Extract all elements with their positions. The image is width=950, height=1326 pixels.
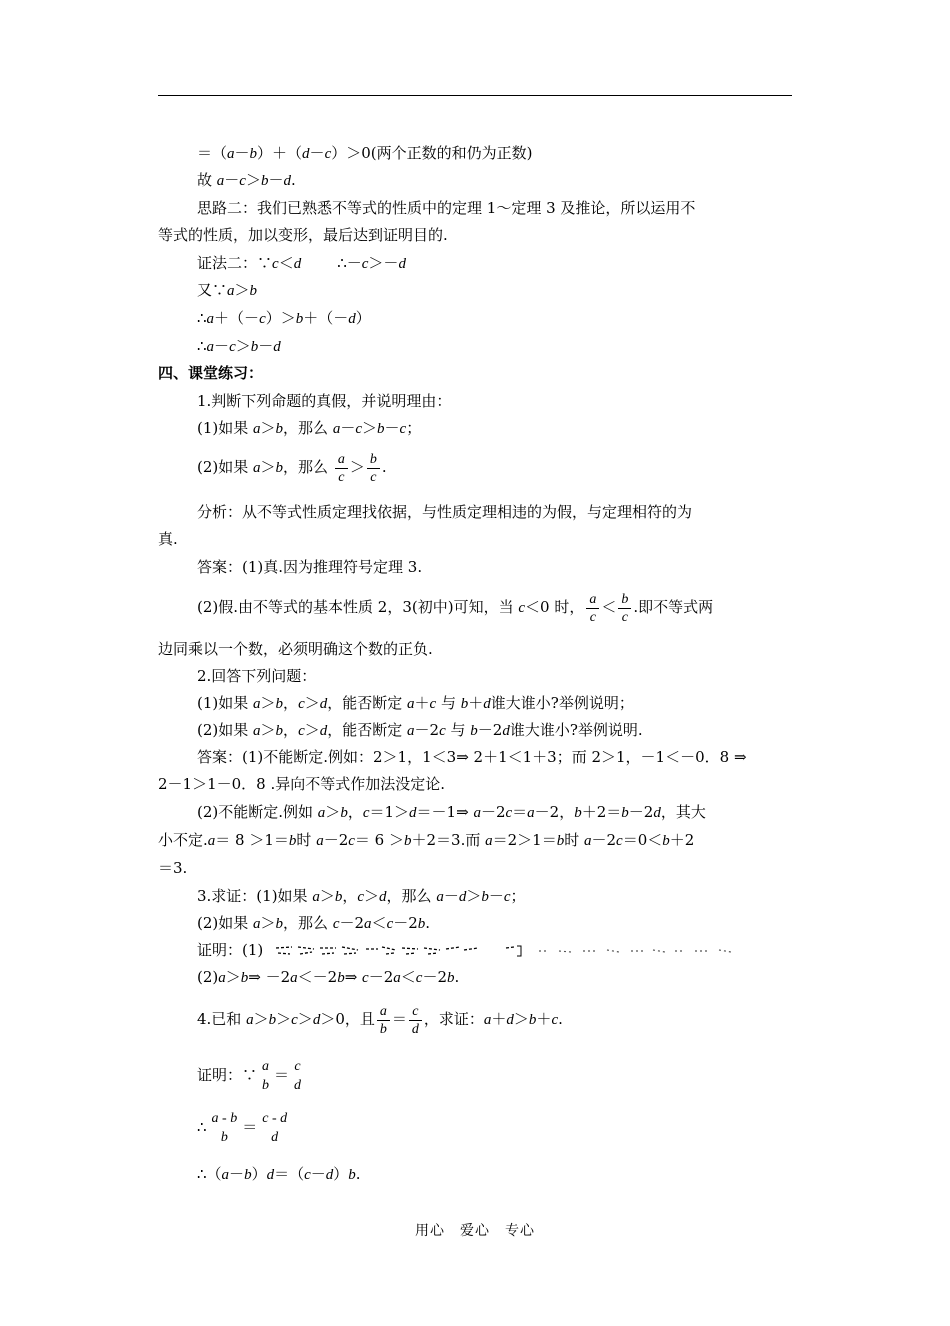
var: a [527, 805, 535, 821]
text: ⇒ －2 [248, 968, 291, 986]
page-footer: 用心 爱心 专心 [415, 1223, 535, 1239]
var: b [662, 833, 670, 849]
text: . [558, 1010, 563, 1028]
text: ＝－1⇒ [416, 803, 474, 821]
text: (2)如果 [197, 458, 254, 476]
proof-two-line-4 [197, 336, 281, 357]
text: 小不定. [158, 831, 208, 849]
question-1-part-1 [197, 418, 421, 439]
text: ＞ [225, 968, 241, 986]
var: a [473, 805, 481, 821]
var: b [417, 916, 426, 932]
garbled-formula-image [274, 944, 524, 958]
question-2-part-1 [197, 693, 634, 714]
text: ； [406, 419, 422, 437]
text: 故 [197, 171, 217, 189]
var: a [206, 311, 215, 327]
text: ∴ [197, 1118, 207, 1136]
idea-two-line-2: 等式的性质，加以变形，最后达到证明目的. [158, 226, 448, 244]
var: b [275, 696, 284, 712]
var: c [361, 256, 369, 272]
var: c [272, 256, 279, 272]
var: d [483, 696, 491, 712]
text: (2)如果 [197, 721, 254, 739]
var: b [275, 723, 284, 739]
text: 谁大谁小?举例说明. [509, 721, 643, 739]
text: . [454, 968, 460, 986]
text: ＝1＞ [369, 803, 410, 821]
text: ＝2＞1＝ [492, 831, 557, 849]
var: a [207, 833, 216, 849]
text: ＞ [234, 281, 250, 299]
var: b [340, 805, 348, 821]
var: c [304, 1167, 311, 1183]
text: ∴ [197, 337, 207, 355]
text: ，那么 [283, 419, 333, 437]
denominator: c [621, 609, 628, 625]
text: －2 [339, 914, 365, 932]
text: ＞ [364, 887, 380, 905]
text: ， [342, 887, 358, 905]
var: c [332, 916, 340, 932]
var: b [460, 696, 469, 712]
text: 与 [436, 694, 461, 712]
text: ，那么 [386, 887, 437, 905]
text: － [384, 419, 400, 437]
var: d [325, 1167, 334, 1183]
var: a [332, 421, 341, 437]
answer-2-2: 2－1＞1－0．8 .异向不等式作加法没定论. [158, 775, 446, 793]
text: ＜ [371, 914, 387, 932]
var: a [253, 723, 261, 739]
text: (2)假.由不等式的基本性质 2，3(初中)可知，当 [197, 598, 519, 616]
var: a [253, 421, 261, 437]
text: . [291, 171, 296, 189]
header-rule [158, 95, 792, 96]
var: c [362, 970, 369, 986]
var: a [407, 723, 415, 739]
text: ） [251, 1165, 267, 1183]
var: d [348, 311, 356, 327]
text: ＋ [536, 1010, 552, 1028]
text: ＞ [297, 1010, 313, 1028]
denominator: b [379, 1021, 387, 1037]
var: d [319, 696, 328, 712]
text: ＝0＜ [622, 831, 663, 849]
var: d [458, 889, 467, 905]
text: － [443, 887, 459, 905]
text: ＋2＝ [581, 803, 622, 821]
text: －2 [414, 721, 440, 739]
fraction-c-over-d [291, 1058, 304, 1094]
text: ）＋（ [257, 144, 303, 162]
denominator: d [411, 1021, 419, 1037]
proof-two-line-2 [197, 280, 257, 301]
var: b [574, 805, 582, 821]
fraction-a-over-b [377, 1003, 390, 1038]
question-3-part-2 [197, 913, 430, 934]
var: c [291, 1012, 298, 1028]
text: ＞ [362, 419, 378, 437]
text: ＞－ [368, 254, 399, 272]
var: b [337, 970, 345, 986]
var: c [439, 723, 446, 739]
var: d [398, 256, 406, 272]
text: ＝ [274, 1066, 290, 1084]
text: 证明：(1) [197, 941, 264, 959]
text: ）＞ [265, 309, 296, 327]
numerator: c - d [262, 1111, 288, 1126]
var: a [393, 970, 401, 986]
text: . [425, 914, 431, 932]
text: ＋（－ [214, 309, 260, 327]
question-1: 1.判断下列命题的真假，并说明理由： [197, 392, 452, 410]
var: c [324, 146, 332, 162]
text: 与 [445, 721, 471, 739]
text: ）＞0(两个正数的和仍为正数) [331, 144, 533, 162]
var: b [404, 833, 412, 849]
text: ＞ [260, 694, 276, 712]
var: b [377, 421, 385, 437]
var: a [584, 833, 592, 849]
var: c [386, 916, 394, 932]
section-heading-4: 四、课堂练习： [158, 364, 264, 382]
text: ） [333, 1165, 349, 1183]
text: ， [347, 803, 363, 821]
proof-4-step-1 [197, 1056, 306, 1094]
text: ⇒ [344, 968, 363, 986]
var: d [273, 339, 281, 355]
var: b [244, 1167, 252, 1183]
text: (2) [197, 968, 219, 986]
fraction-a-over-c [586, 591, 599, 626]
var: d [319, 723, 328, 739]
fraction-a-over-b [259, 1058, 272, 1094]
text: ，其大 [660, 803, 706, 821]
denominator: c [338, 469, 345, 485]
var: a [227, 283, 235, 299]
var: d [312, 1012, 321, 1028]
text: 3.求证：(1)如果 [197, 887, 313, 905]
var: b [249, 146, 258, 162]
var: a [206, 339, 215, 355]
text: ＞ [260, 458, 276, 476]
var: b [275, 916, 284, 932]
fraction-b-over-c [367, 451, 380, 486]
var: c [355, 421, 363, 437]
text: ，求证： [423, 1010, 484, 1028]
var: b [621, 805, 629, 821]
text: － [268, 171, 284, 189]
numerator: c [409, 1003, 422, 1021]
text: ＜ [278, 254, 294, 272]
text: ＞ [349, 458, 365, 476]
text: －2， [534, 803, 575, 821]
proof-line-2 [197, 170, 296, 191]
text: － [488, 887, 504, 905]
text: 证法二：∵ [197, 254, 273, 272]
numerator: a [377, 1003, 390, 1021]
question-2: 2.回答下列问题： [197, 667, 317, 685]
var: b [250, 339, 259, 355]
question-3 [197, 886, 526, 907]
text: ＋（－ [303, 309, 349, 327]
var: c [551, 1012, 559, 1028]
denominator: d [271, 1130, 279, 1145]
var: b [268, 1012, 277, 1028]
var: a [364, 916, 372, 932]
text: － [224, 171, 240, 189]
text: － [234, 144, 250, 162]
answer-2-5: ＝3. [158, 859, 188, 877]
var: b [447, 970, 455, 986]
var: d [379, 889, 387, 905]
numerator: b [367, 451, 380, 469]
text: ＝ 6 ＞ [354, 831, 404, 849]
answer-1-1: 答案：(1)真.因为推理符号定理 3. [197, 558, 423, 576]
var: a [216, 173, 225, 189]
var: c [505, 805, 513, 821]
text: ， [283, 721, 299, 739]
var: a [317, 805, 326, 821]
numerator: a [335, 451, 348, 469]
fraction-a-minus-b-over-b [209, 1110, 241, 1146]
text: －2 [422, 968, 447, 986]
text: ＞0，且 [320, 1010, 375, 1028]
answer-1-2 [197, 588, 713, 627]
question-1-part-2 [197, 448, 387, 487]
var: d [293, 256, 302, 272]
var: b [275, 460, 284, 476]
var: c [429, 696, 437, 712]
text: ＞ [325, 803, 341, 821]
text: ＞ [513, 1010, 529, 1028]
var: a [253, 696, 261, 712]
var: d [506, 1012, 514, 1028]
text: ＋ [468, 694, 484, 712]
var: c [298, 696, 305, 712]
numerator: c [294, 1059, 301, 1074]
fraction-a-over-c [335, 451, 348, 486]
question-4 [197, 1000, 563, 1039]
var: c [259, 311, 266, 327]
var: a [483, 1012, 492, 1028]
text: ＝ [512, 803, 528, 821]
proof-two-line-3 [197, 308, 371, 329]
var: a [218, 970, 226, 986]
var: a [316, 833, 324, 849]
question-2-part-2 [197, 720, 643, 741]
text: ＜0 时， [525, 598, 585, 616]
text: －2 [477, 721, 503, 739]
fraction-c-minus-d-over-d [259, 1110, 290, 1146]
text: ＋2＝3.而 [411, 831, 486, 849]
var: a [485, 833, 493, 849]
text: ∴－ [337, 254, 362, 272]
text: ，那么 [283, 458, 329, 476]
answer-1-3: 边同乘以一个数，必须明确这个数的正负. [158, 640, 433, 658]
text: (2)不能断定.例如 [197, 803, 318, 821]
var: c [503, 889, 511, 905]
var: c [229, 339, 236, 355]
text: －2 [591, 831, 617, 849]
text: 又∵ [197, 281, 228, 299]
text: (2)如果 [197, 914, 254, 932]
garbled-formula-image-2 [535, 944, 735, 958]
text: － [229, 1165, 245, 1183]
text: ，能否断定 [327, 721, 408, 739]
text: － [258, 337, 274, 355]
text: 时 [564, 831, 584, 849]
text: (1)如果 [197, 694, 254, 712]
var: c [239, 173, 246, 189]
text: － [309, 144, 325, 162]
answer-2-3 [197, 802, 706, 823]
var: c [298, 723, 305, 739]
analysis-line-2: 真. [158, 530, 178, 548]
text: ，那么 [283, 914, 333, 932]
denominator: b [262, 1078, 270, 1093]
text: ＞ [260, 721, 276, 739]
text: ＜ [400, 968, 416, 986]
text: ； [510, 887, 526, 905]
answer-2-4 [158, 830, 694, 851]
text: ＞ [276, 1010, 292, 1028]
denominator: d [294, 1078, 302, 1093]
text: ＞ [245, 171, 261, 189]
var: b [481, 889, 489, 905]
var: c [362, 805, 370, 821]
var: d [502, 723, 510, 739]
text: ＜－2 [297, 968, 338, 986]
text: 谁大谁小?举例说明； [490, 694, 634, 712]
text: ＝ [242, 1118, 258, 1136]
var: b [470, 723, 478, 739]
fraction-b-over-c [618, 591, 631, 626]
var: b [249, 283, 258, 299]
text: ） [355, 309, 371, 327]
text: － [310, 1165, 326, 1183]
proof-4-step-3 [197, 1164, 361, 1185]
denominator: c [589, 609, 596, 625]
text: ＝（ [197, 144, 228, 162]
var: b [288, 833, 297, 849]
var: b [275, 421, 284, 437]
proof-3-part-2 [197, 967, 459, 988]
text: . [355, 1165, 361, 1183]
text: ＞ [260, 419, 276, 437]
text: ＝ 8 ＞1＝ [215, 831, 289, 849]
proof-two-line-1 [197, 253, 406, 274]
denominator: b [220, 1130, 228, 1145]
text: 时 [296, 831, 317, 849]
var: b [528, 1012, 537, 1028]
var: a [227, 146, 235, 162]
var: c [348, 833, 355, 849]
idea-two-line-1: 思路二：我们已熟悉不等式的性质中的定理 1～定理 3 及推论，所以运用不 [197, 199, 696, 217]
text: ＞ [466, 887, 482, 905]
text: － [340, 419, 356, 437]
var: c [616, 833, 623, 849]
text: ∴（ [197, 1165, 222, 1183]
text: －2 [480, 803, 506, 821]
proof-4-step-2 [197, 1108, 292, 1146]
proof-3-part-1 [197, 940, 735, 960]
text: ，能否断定 [327, 694, 408, 712]
var: a [436, 889, 444, 905]
numerator: a [586, 591, 599, 609]
text: －2 [628, 803, 654, 821]
proof-line-1 [197, 143, 532, 164]
text: － [214, 337, 230, 355]
var: d [283, 173, 291, 189]
var: d [409, 805, 417, 821]
answer-2-1: 答案：(1)不能断定.例如：2＞1，1＜3⇒ 2＋1＜1＋3；而 2＞1，－1＜－0．8 ⇒ [197, 748, 747, 766]
var: a [312, 889, 320, 905]
text: ＞ [304, 721, 320, 739]
text: ， [283, 694, 299, 712]
text: ＋2 [669, 831, 695, 849]
text: ＞ [235, 337, 251, 355]
var: a [221, 1167, 230, 1183]
numerator: b [618, 591, 631, 609]
var: a [246, 1012, 254, 1028]
text: －2 [368, 968, 394, 986]
text: ＋ [491, 1010, 507, 1028]
text: .即不等式两 [633, 598, 714, 616]
var: c [357, 889, 365, 905]
text: ＞ [304, 694, 320, 712]
text: ＜ [601, 598, 617, 616]
var: b [260, 173, 269, 189]
analysis-line-1: 分析：从不等式性质定理找依据，与性质定理相违的为假，与定理相符的为 [197, 503, 693, 521]
var: c [415, 970, 423, 986]
var: c [518, 600, 526, 616]
text: 4.已和 [197, 1010, 247, 1028]
var: d [653, 805, 661, 821]
var: b [556, 833, 565, 849]
var: c [399, 421, 407, 437]
numerator: a [262, 1059, 270, 1074]
text: ＞ [253, 1010, 269, 1028]
var: b [295, 311, 304, 327]
text: ＞ [260, 914, 276, 932]
fraction-c-over-d [409, 1003, 422, 1038]
var: b [348, 1167, 356, 1183]
var: a [253, 916, 261, 932]
var: a [290, 970, 298, 986]
text: ＞ [319, 887, 335, 905]
text: －2 [393, 914, 418, 932]
denominator: c [370, 469, 377, 485]
var: a [407, 696, 415, 712]
var: d [266, 1167, 275, 1183]
text: ＝（ [274, 1165, 305, 1183]
var: b [240, 970, 249, 986]
var: d [302, 146, 310, 162]
text: . [381, 458, 387, 476]
text: －2 [323, 831, 349, 849]
text: ＋ [414, 694, 430, 712]
var: b [334, 889, 343, 905]
numerator: a - b [211, 1111, 238, 1126]
var: a [253, 460, 261, 476]
text: ＝ [391, 1010, 407, 1028]
text: (1)如果 [197, 419, 254, 437]
text: ∴ [197, 309, 207, 327]
text: 证明：∵ [197, 1066, 258, 1084]
